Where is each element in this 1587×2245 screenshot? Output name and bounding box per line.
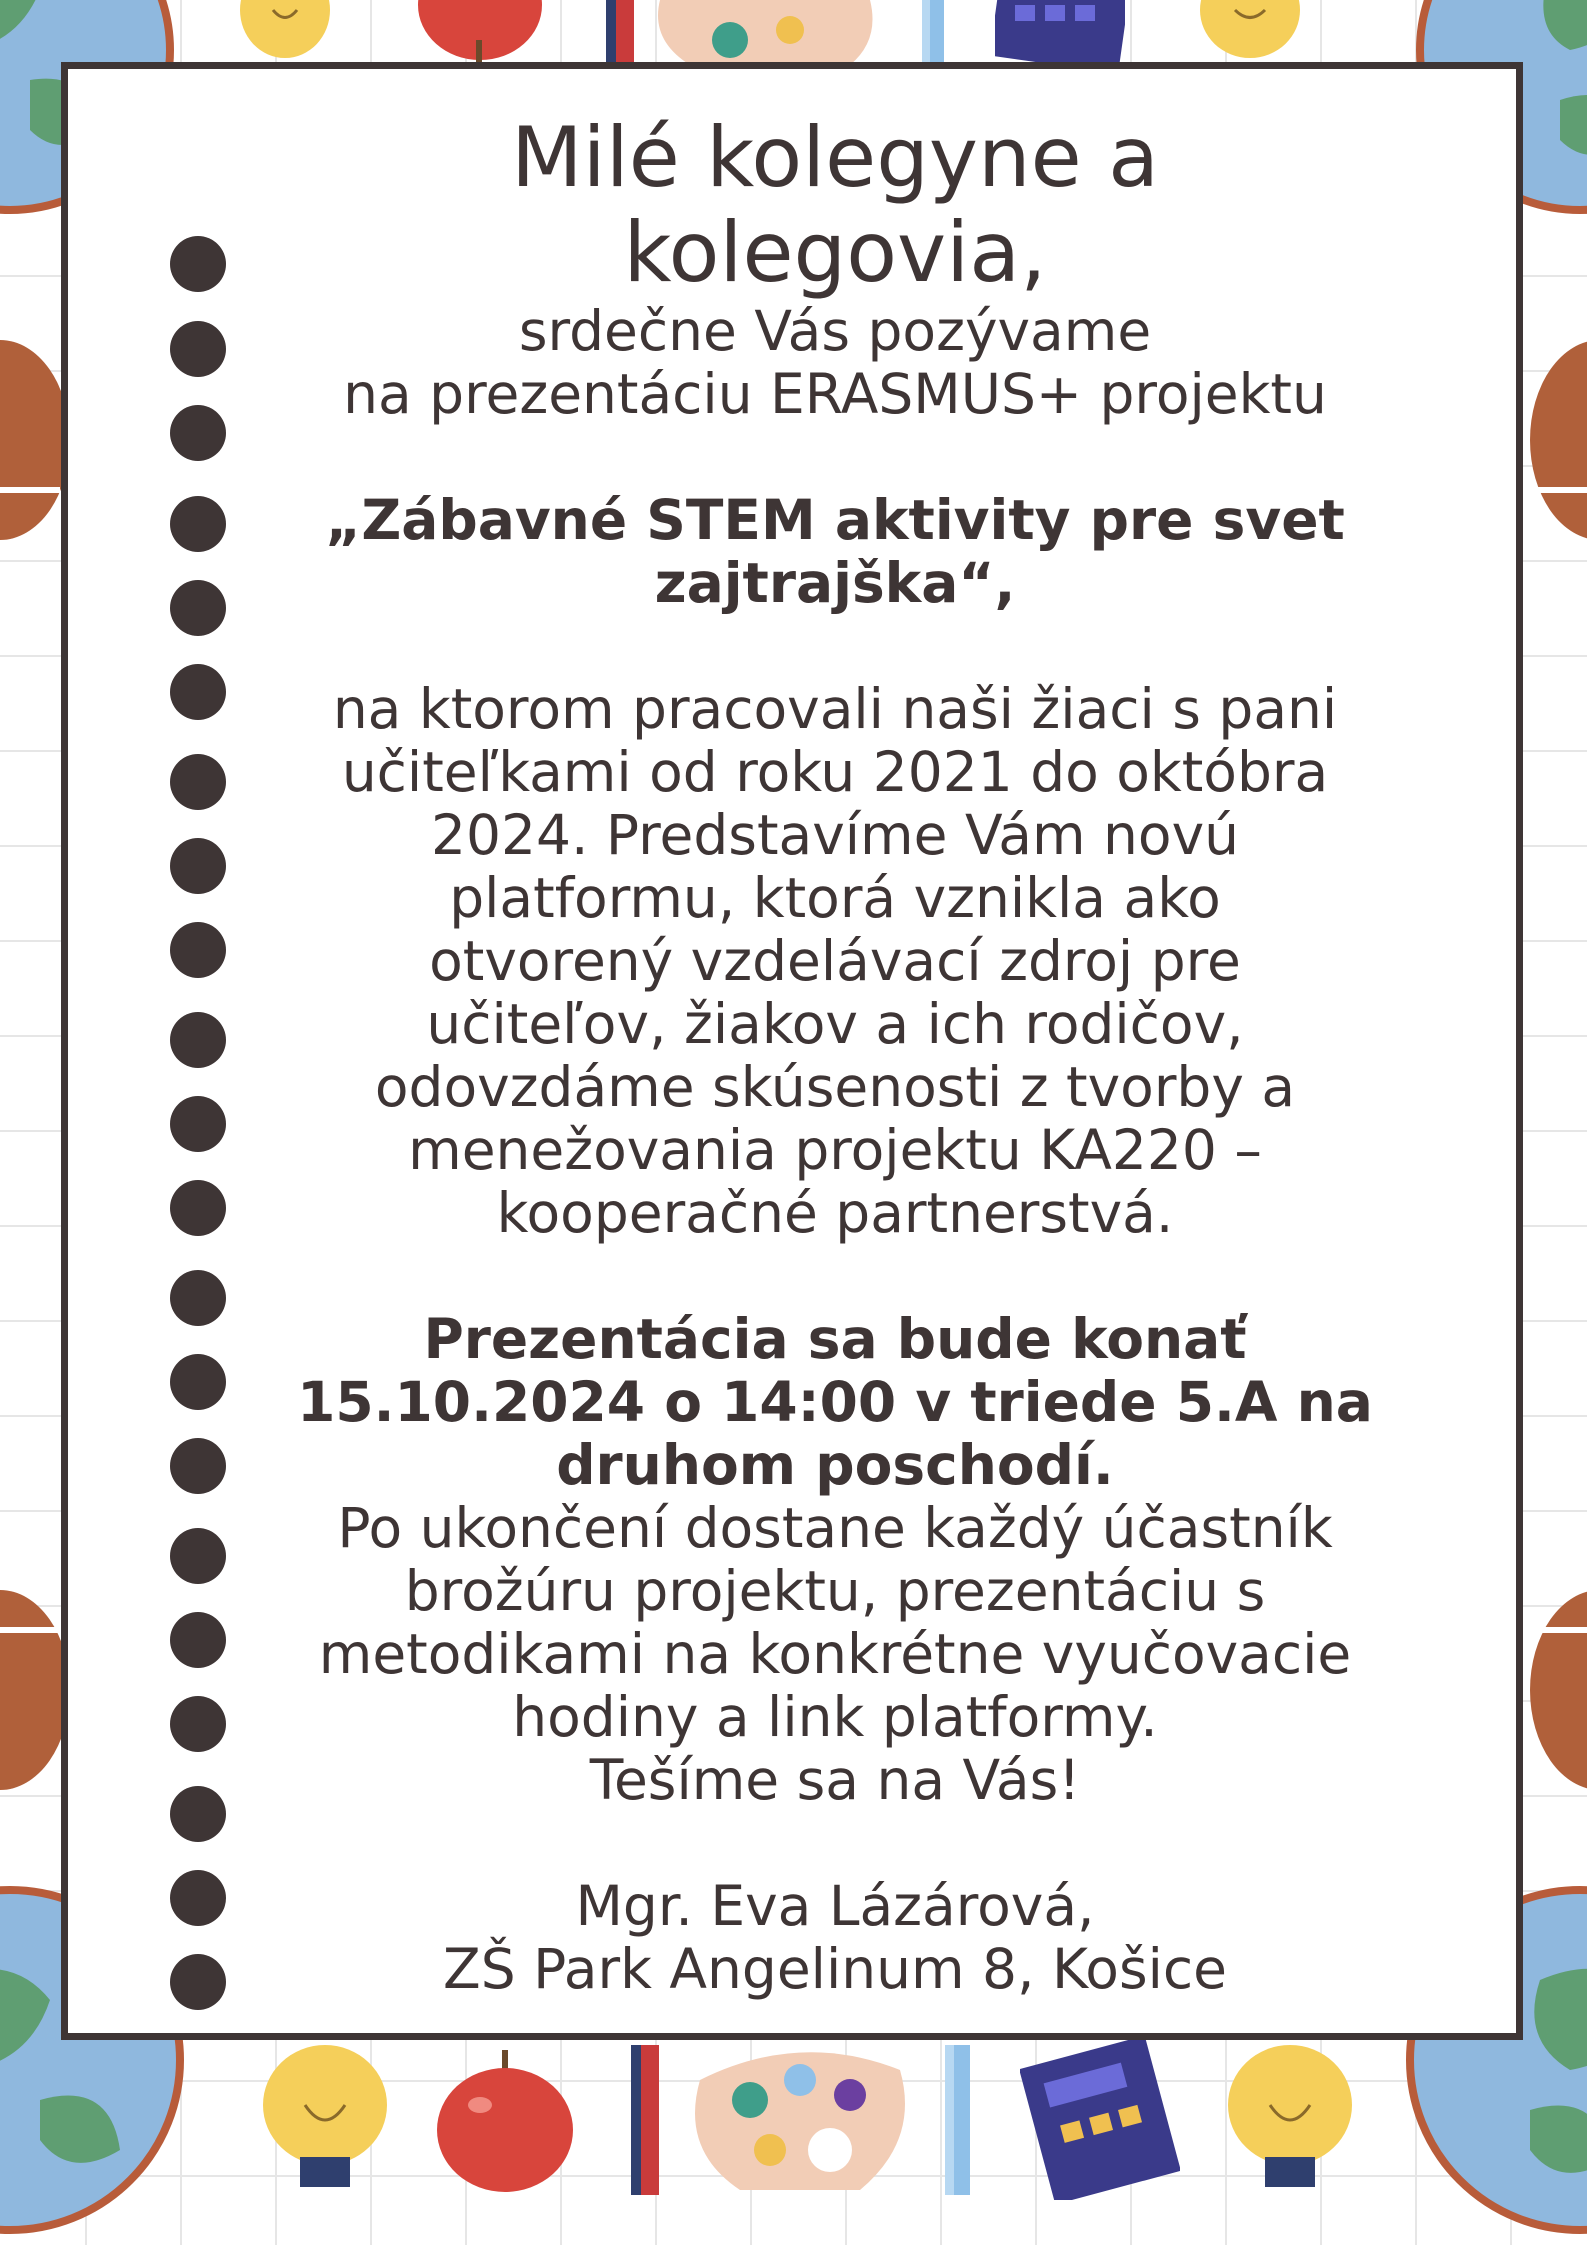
binding-dot [170, 321, 226, 377]
event-details [230, 1308, 1440, 1497]
binding-dot [170, 1096, 226, 1152]
description-line: 2024. Predstavíme Vám novú [431, 803, 1239, 867]
binding-dots [106, 200, 196, 2010]
binding-dot [170, 1438, 226, 1494]
description-line: menežovania projektu KA220 – [408, 1118, 1262, 1182]
after-line: Tešíme sa na Vás! [589, 1748, 1081, 1812]
calculator-icon [995, 0, 1125, 65]
apple-icon [430, 2045, 580, 2195]
lightbulb-icon [1195, 0, 1305, 65]
description-line: kooperačné partnerstvá. [496, 1181, 1174, 1245]
description-line: učiteľkami od roku 2021 do októbra [341, 740, 1329, 804]
binding-dot [170, 1180, 226, 1236]
binding-dot [170, 664, 226, 720]
after-event-text [230, 1497, 1440, 1812]
binding-dot [170, 1954, 226, 2010]
description-line: učiteľov, žiakov a ich rodičov, [426, 992, 1244, 1056]
invite-line: srdečne Vás pozývame [518, 299, 1152, 363]
event-line: druhom poschodí. [556, 1433, 1114, 1497]
calculator-icon [1020, 2040, 1180, 2200]
description-line: platformu, ktorá vznikla ako [449, 866, 1221, 930]
binding-dot [170, 1012, 226, 1068]
binding-dot [170, 1696, 226, 1752]
binding-dot [170, 1270, 226, 1326]
binding-dot [170, 405, 226, 461]
football-icon [0, 340, 70, 540]
after-line: metodikami na konkrétne vyučovacie [318, 1622, 1352, 1686]
description-line: na ktorom pracovali naši žiaci s pani [332, 677, 1338, 741]
project-title-line: „Zábavné STEM aktivity pre svet [325, 488, 1345, 552]
invite-text [230, 300, 1440, 426]
description-line: odovzdáme skúsenosti z tvorby a [374, 1055, 1296, 1119]
football-icon [1530, 340, 1587, 540]
signature [230, 1875, 1440, 2001]
greeting-line: kolegovia, [623, 204, 1047, 301]
project-description [230, 678, 1440, 1245]
binding-dot [170, 580, 226, 636]
event-line: Prezentácia sa bude konať [423, 1307, 1247, 1371]
binding-dot [170, 1786, 226, 1842]
binding-dot [170, 236, 226, 292]
after-line: brožúru projektu, prezentáciu s [404, 1559, 1266, 1623]
greeting-heading [230, 110, 1440, 300]
binding-dot [170, 838, 226, 894]
pencil-icon [918, 0, 948, 65]
pencil-icon [940, 2045, 975, 2195]
greeting-line: Milé kolegyne a [511, 109, 1159, 206]
binding-dot [170, 1354, 226, 1410]
invitation-content [230, 110, 1440, 2001]
binding-dot [170, 1528, 226, 1584]
lightbulb-icon [1220, 2045, 1360, 2195]
invite-line: na prezentáciu ERASMUS+ projektu [343, 362, 1327, 426]
signature-school: ZŠ Park Angelinum 8, Košice [443, 1937, 1227, 2001]
binding-dot [170, 754, 226, 810]
lightbulb-icon [235, 0, 335, 65]
project-title-line: zajtrajška“, [654, 551, 1016, 615]
event-line: 15.10.2024 o 14:00 v triede 5.A na [297, 1370, 1373, 1434]
signature-name: Mgr. Eva Lázárová, [575, 1874, 1095, 1938]
description-line: otvorený vzdelávací zdroj pre [429, 929, 1241, 993]
binding-dot [170, 922, 226, 978]
after-line: hodiny a link platformy. [512, 1685, 1158, 1749]
football-icon [0, 1590, 70, 1790]
football-icon [1530, 1590, 1587, 1790]
binding-dot [170, 1612, 226, 1668]
pencil-icon [600, 0, 640, 65]
after-line: Po ukončení dostane každý účastník [337, 1496, 1333, 1560]
binding-dot [170, 496, 226, 552]
lightbulb-icon [255, 2045, 395, 2195]
project-title [230, 489, 1440, 615]
paint-palette-icon [680, 2040, 920, 2200]
binding-dot [170, 1870, 226, 1926]
apple-icon [410, 0, 550, 65]
pencil-icon [625, 2045, 665, 2195]
paint-palette-icon [650, 0, 890, 65]
